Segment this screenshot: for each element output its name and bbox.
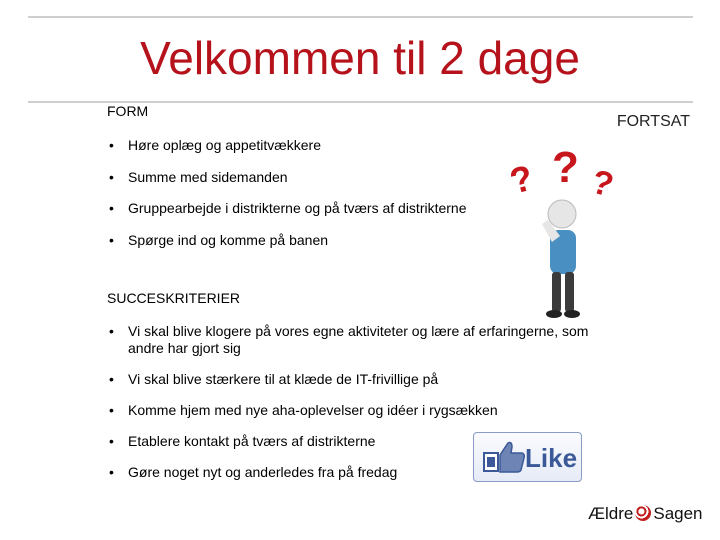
continued-label: FORTSAT bbox=[616, 113, 690, 130]
thinking-figure-illustration bbox=[480, 148, 650, 320]
svg-text:?: ? bbox=[552, 148, 579, 192]
form-list bbox=[107, 137, 467, 263]
aeldre-sagen-logo bbox=[588, 504, 703, 524]
section-heading-form: FORM bbox=[107, 103, 149, 119]
list-item: • Vi skal blive stærkere til at klæde de IT-frivillige på bbox=[107, 371, 627, 388]
like-label: Like bbox=[525, 443, 578, 473]
list-item: • Summe med sidemanden bbox=[107, 169, 467, 186]
list-item: • Etablere kontakt på tværs af distrikterne bbox=[107, 433, 627, 450]
list-item: • Komme hjem med nye aha-oplevelser og idéer i rygsækken bbox=[107, 402, 627, 419]
svg-text:?: ? bbox=[505, 156, 538, 202]
list-item: • Høre oplæg og appetitvækkere bbox=[107, 137, 467, 154]
list-item: • Gruppearbejde i distrikterne og på tværs af distrikterne bbox=[107, 200, 467, 217]
list-item: • Spørge ind og komme på banen bbox=[107, 232, 467, 249]
logo-swirl-icon bbox=[635, 505, 651, 521]
thumbs-up-icon bbox=[480, 437, 526, 477]
like-badge bbox=[473, 432, 582, 482]
list-item: • Vi skal blive klogere på vores egne aktiviteter og lære af erfaringerne, som andre har gjort sig bbox=[107, 323, 627, 357]
page-title: Velkommen til 2 dage bbox=[140, 32, 580, 84]
logo-text-part2: Sagen bbox=[653, 504, 703, 523]
svg-text:?: ? bbox=[587, 162, 618, 205]
list-item: • Gøre noget nyt og anderledes fra på fredag bbox=[107, 464, 627, 481]
section-heading-success: SUCCESKRITERIER bbox=[107, 290, 241, 306]
logo-text-part1: Ældre bbox=[588, 504, 634, 523]
top-divider bbox=[28, 16, 693, 18]
